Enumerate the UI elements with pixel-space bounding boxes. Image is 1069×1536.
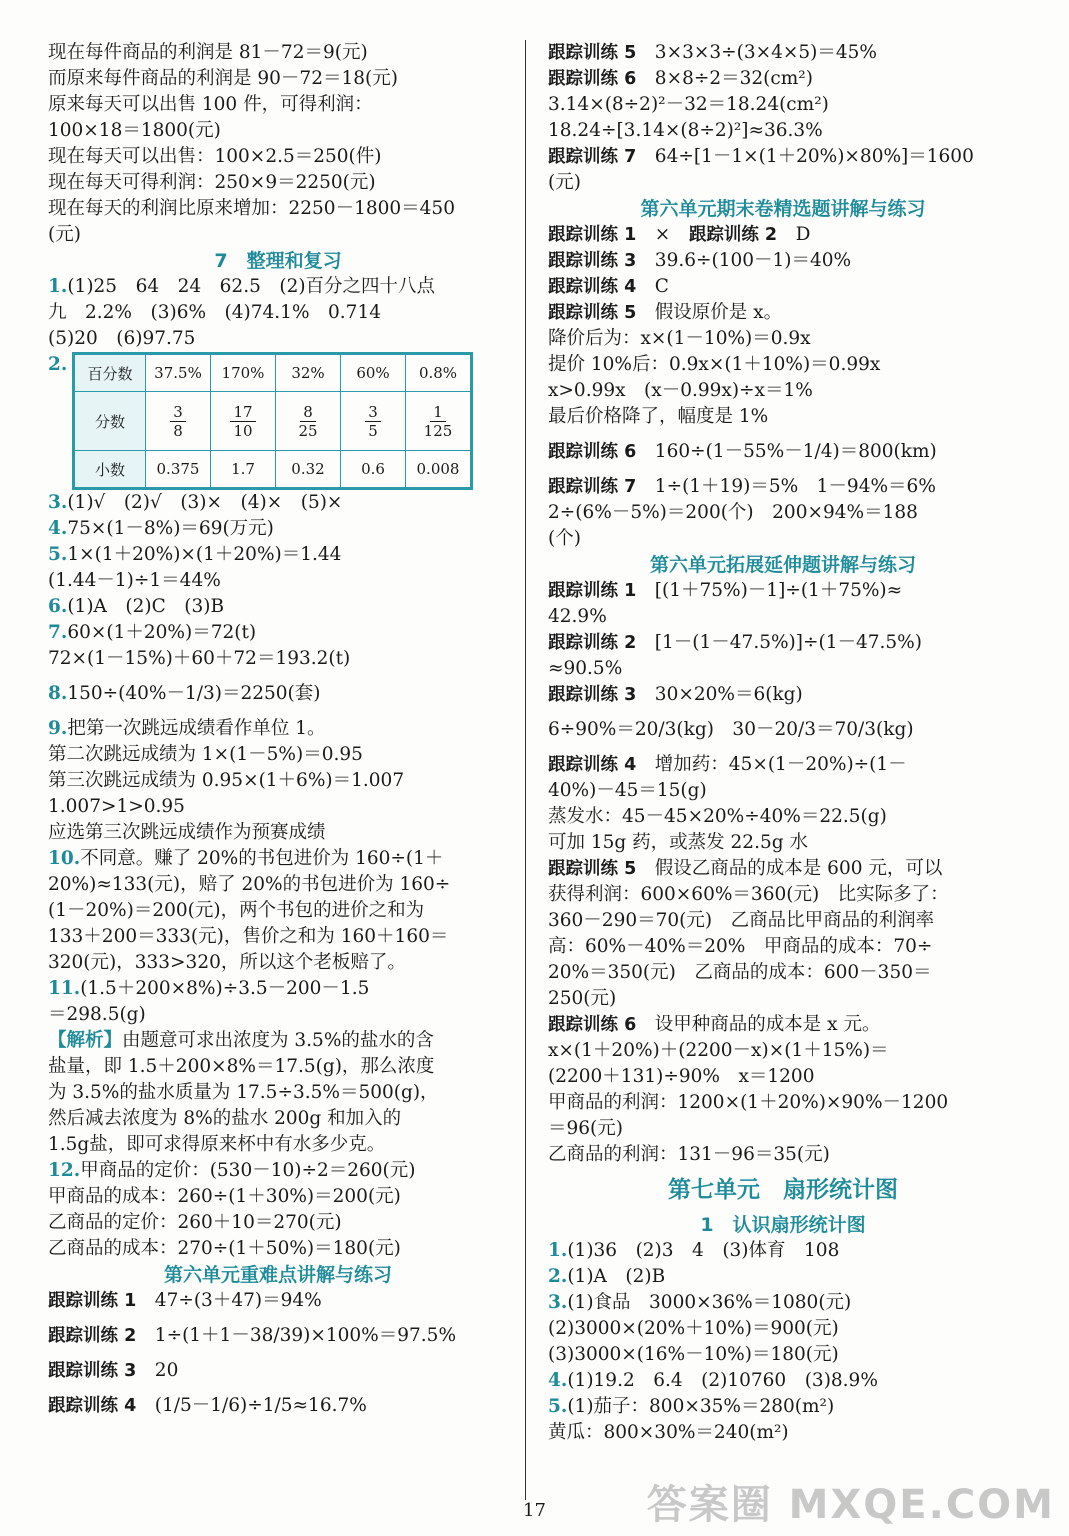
left-column: [48, 40, 508, 1428]
answer-text: 39.6÷(100－1)＝40%: [654, 250, 852, 271]
tracking-label: 跟踪训练: [48, 1396, 118, 1416]
tracking-number: 5: [618, 859, 637, 879]
tracking-number: 4: [618, 755, 637, 775]
answer-line: 2÷(6%－5%)＝200(个) 200×94%＝188: [548, 502, 918, 523]
answer-line: (元): [548, 172, 581, 193]
analysis-text: 由题意可求出浓度为 3.5%的盐水的含: [122, 1030, 434, 1051]
tracking-label: 跟踪训练: [548, 581, 618, 601]
text-line: 而原来每件商品的利润是 90－72＝18(元): [48, 68, 398, 89]
answer-text: 1×(1＋20%)×(1＋20%)＝1.44: [67, 544, 342, 565]
tracking-number: 4: [618, 277, 637, 297]
answer-text: 设甲种商品的成本是 x 元。: [654, 1014, 881, 1035]
analysis-line: 为 3.5%的盐水质量为 17.5÷3.5%＝500(g)，: [48, 1082, 439, 1103]
tracking-number: 5: [618, 303, 637, 323]
answer-line: [548, 1264, 1018, 1290]
answer-line: x>0.99x (x－0.99x)÷x＝1%: [548, 380, 813, 401]
tracking-label: 跟踪训练: [548, 43, 618, 63]
answer-text: (1)36 (2)3 4 (3)体育 108: [567, 1240, 840, 1261]
table-cell: 37.5%: [146, 354, 211, 392]
text-line: (元): [48, 224, 81, 245]
table-cell: 0.008: [406, 451, 472, 489]
analysis-tag: 【解析】: [48, 1030, 123, 1051]
item-number: 11.: [48, 978, 81, 999]
tracking-line: [48, 1358, 508, 1384]
tracking-number: 2: [118, 1326, 137, 1346]
answer-line: 黄瓜：800×30%＝240(m²): [548, 1422, 789, 1443]
answer-text: (1)A (2)C (3)B: [67, 596, 225, 617]
answer-line: [48, 1158, 508, 1184]
section-heading: 第六单元重难点讲解与练习: [163, 1264, 392, 1286]
section-heading: 第六单元拓展延伸题讲解与练习: [649, 554, 916, 576]
answer-text: 增加药：45×(1－20%)÷(1－: [654, 754, 907, 775]
section-heading: 第六单元期末卷精选题讲解与练习: [640, 198, 926, 220]
item-number: 4.: [548, 1370, 568, 1391]
tracking-number: 7: [618, 147, 637, 167]
table-cell: 0.375: [146, 451, 211, 489]
answer-line: 72×(1－15%)＋60＋72＝193.2(t): [48, 648, 351, 669]
tracking-label: 跟踪训练: [688, 225, 759, 245]
tracking-number: 5: [618, 43, 637, 63]
answer-text: 1÷(1＋19)＝5% 1－94%＝6%: [654, 476, 936, 497]
item-number: 7.: [48, 622, 68, 643]
text-line: 现在每天可得利润：250×9＝2250(元): [48, 172, 376, 193]
answer-text: (1)25 64 24 62.5 (2)百分之四十八点: [67, 276, 436, 297]
item-number: 6.: [48, 596, 68, 617]
answer-text: 1÷(1＋1－38/39)×100%＝97.5%: [154, 1325, 457, 1346]
unit-heading: 第七单元 扇形统计图: [668, 1177, 898, 1203]
table-cell: 170%: [211, 354, 276, 392]
conversion-table: [72, 352, 473, 490]
answer-line: 250(元): [548, 988, 617, 1009]
answer-line: 甲商品的利润：1200×(1＋20%)×90%－1200: [548, 1092, 949, 1113]
answer-line: 133＋200＝333(元)，售价之和为 160＋160＝: [48, 926, 449, 947]
item-number: 2.: [48, 354, 68, 375]
answer-line: ＝96(元): [548, 1118, 623, 1139]
answer-text: 不同意。赚了 20%的书包进价为 160÷(1＋: [80, 848, 444, 869]
table-cell: [341, 392, 406, 451]
answer-line: ≈90.5%: [548, 658, 623, 679]
tracking-line: [548, 630, 1018, 656]
answer-text: (1)食品 3000×36%＝1080(元): [567, 1292, 852, 1313]
tracking-line: [48, 1314, 508, 1358]
answer-text: C: [654, 276, 669, 297]
section-heading: 7 整理和复习: [214, 250, 342, 272]
tracking-number: 1: [618, 581, 637, 601]
tracking-line: [548, 300, 1018, 326]
text-line: 100×18＝1800(元): [48, 120, 221, 141]
answer-line: x×(1＋20%)＋(2200－x)×(1＋15%)＝: [548, 1040, 889, 1061]
answer-text: 20: [154, 1360, 179, 1381]
answer-line: (1.44－1)÷1＝44%: [48, 570, 221, 591]
tracking-label: 跟踪训练: [548, 442, 618, 462]
answer-text: 60×(1＋20%)＝72(t): [67, 622, 257, 643]
answer-line: 甲商品的成本：260÷(1＋30%)＝200(元): [48, 1186, 401, 1207]
answer-line: (5)20 (6)97.75: [48, 328, 196, 349]
denominator: 25: [298, 421, 318, 440]
answer-line: [48, 274, 508, 300]
watermark-logo: 答案圈 MXQE.COM: [646, 1482, 1055, 1528]
tracking-number: 2: [758, 225, 778, 245]
tracking-number: 3: [118, 1361, 137, 1381]
answer-line: 42.9%: [548, 606, 607, 627]
table-cell: [211, 392, 276, 451]
tracking-number: 6: [618, 1015, 637, 1035]
table-header: 百分数: [74, 354, 146, 392]
answer-text: 甲商品的定价：(530－10)÷2＝260(元): [80, 1160, 416, 1181]
tracking-line: [548, 682, 1018, 708]
tracking-label: 跟踪训练: [548, 277, 618, 297]
table-cell: 0.6: [341, 451, 406, 489]
numerator: 1: [430, 403, 446, 422]
answer-line: [48, 846, 508, 872]
answer-line: 320(元)，333>320，所以这个老板赔了。: [48, 952, 406, 973]
answer-text: [(1＋75%)－1]÷(1＋75%)≈: [654, 580, 903, 601]
answer-text: (1)茄子：800×35%＝280(m²): [567, 1396, 835, 1417]
answer-line: [548, 1238, 1018, 1264]
answer-text: (1)19.2 6.4 (2)10760 (3)8.9%: [567, 1370, 878, 1391]
answer-text: 150÷(40%－1/3)＝2250(套): [67, 683, 321, 704]
analysis-line: 1.5g盐，即可求得原来杯中有水多少克。: [48, 1134, 386, 1155]
table-cell: [276, 392, 341, 451]
item-number: 10.: [48, 848, 81, 869]
text-line: 现在每天可以出售：100×2.5＝250(件): [48, 146, 382, 167]
table-cell: 0.8%: [406, 354, 472, 392]
numerator: 8: [300, 403, 316, 422]
answer-line: [548, 1290, 1018, 1316]
answer-line: [48, 672, 508, 716]
tracking-label: 跟踪训练: [548, 755, 618, 775]
item-number: 3.: [548, 1292, 568, 1313]
tracking-line: [548, 274, 1018, 300]
tracking-line: [548, 578, 1018, 604]
table-cell: [406, 392, 472, 451]
answer-text: 30×20%＝6(kg): [654, 684, 803, 705]
fraction: [170, 403, 186, 440]
tracking-label: 跟踪训练: [548, 69, 618, 89]
answer-text: 3×3×3÷(3×4×5)＝45%: [654, 42, 877, 63]
answer-line: 提价 10%后：0.9x×(1＋10%)＝0.99x: [548, 354, 881, 375]
section-heading: 1 认识扇形统计图: [700, 1214, 866, 1236]
conversion-table-block: [48, 352, 508, 490]
analysis-line: [48, 1028, 508, 1054]
tracking-line: [48, 1288, 508, 1314]
denominator: 125: [423, 421, 453, 440]
answer-text: 假设乙商品的成本是 600 元，可以: [654, 858, 943, 879]
tracking-line: [548, 66, 1018, 92]
answer-line: (个): [548, 528, 581, 549]
item-number: 8.: [48, 683, 68, 704]
denominator: 10: [233, 421, 253, 440]
answer-text: 75×(1－8%)＝69(万元): [67, 518, 274, 539]
tracking-label: 跟踪训练: [548, 477, 618, 497]
answer-line: [48, 542, 508, 568]
tracking-number: 3: [618, 251, 637, 271]
tracking-line: [548, 430, 1018, 474]
table-header: 小数: [74, 451, 146, 489]
answer-text: D: [795, 224, 811, 245]
answer-text: 8×8÷2＝32(cm²): [654, 68, 813, 89]
analysis-line: 盐量，即 1.5＋200×8%＝17.5(g)，那么浓度: [48, 1056, 435, 1077]
fraction: [365, 403, 381, 440]
tracking-label: 跟踪训练: [548, 1015, 618, 1035]
text-line: 现在每件商品的利润是 81－72＝9(元): [48, 42, 368, 63]
numerator: 3: [365, 403, 381, 422]
tracking-line: [548, 144, 1018, 170]
answer-line: 40%)－45＝15(g): [548, 780, 707, 801]
tracking-number: 1: [618, 225, 637, 245]
column-divider: [525, 40, 526, 1500]
tracking-line: [548, 1012, 1018, 1038]
table-header: 分数: [74, 392, 146, 451]
answer-line: 第二次跳远成绩为 1×(1－5%)＝0.95: [48, 744, 363, 765]
answer-line: 第三次跳远成绩为 0.95×(1＋6%)＝1.007: [48, 770, 405, 791]
item-number: 9.: [48, 718, 68, 739]
answer-line: 乙商品的利润：131－96＝35(元): [548, 1144, 830, 1165]
answer-line: 20%)≈133(元)，赔了 20%的书包进价为 160÷: [48, 874, 451, 895]
tracking-label: 跟踪训练: [548, 225, 618, 245]
table-cell: 1.7: [211, 451, 276, 489]
tracking-line: [548, 40, 1018, 66]
text-line: 原来每天可以出售 100 件，可得利润：: [48, 94, 373, 115]
answer-line: [48, 620, 508, 646]
tracking-line: [48, 1384, 508, 1428]
answer-line: ＝298.5(g): [48, 1004, 146, 1025]
denominator: 5: [368, 421, 378, 440]
answer-line: 6÷90%＝20/3(kg) 30－20/3＝70/3(kg): [548, 719, 914, 740]
answer-text: (1)√ (2)√ (3)× (4)× (5)×: [67, 492, 343, 513]
analysis-line: 然后减去浓度为 8%的盐水 200g 和加入的: [48, 1108, 402, 1129]
answer-line: 获得利润：600×60%＝360(元) 比实际多了：: [548, 884, 949, 905]
tracking-number: 3: [618, 685, 637, 705]
tracking-label: 跟踪训练: [548, 147, 618, 167]
tracking-line: [548, 752, 1018, 778]
answer-line: [48, 976, 508, 1002]
table-row: [74, 392, 472, 451]
denominator: 8: [173, 421, 183, 440]
answer-line: [48, 490, 508, 516]
answer-line: [48, 594, 508, 620]
item-number: 12.: [48, 1160, 81, 1181]
answer-line: 乙商品的定价：260＋10＝270(元): [48, 1212, 342, 1233]
answer-line: 高：60%－40%＝20% 甲商品的成本：70÷: [548, 936, 933, 957]
answer-line: 最后价格降了，幅度是 1%: [548, 406, 769, 427]
tracking-label: 跟踪训练: [548, 685, 618, 705]
item-number: 4.: [48, 518, 68, 539]
table-row: [74, 354, 472, 392]
item-number: 3.: [48, 492, 68, 513]
tracking-line: [548, 474, 1018, 500]
tracking-line: [548, 856, 1018, 882]
tracking-label: 跟踪训练: [548, 633, 618, 653]
answer-text: 64÷[1－1×(1＋20%)×80%]＝1600: [654, 146, 974, 167]
item-number: 1.: [48, 276, 68, 297]
answer-line: 360－290＝70(元) 乙商品比甲商品的利润率: [548, 910, 935, 931]
answer-text: (1.5＋200×8%)÷3.5－200－1.5: [80, 978, 370, 999]
tracking-number: 6: [618, 442, 637, 462]
table-cell: 60%: [341, 354, 406, 392]
answer-line: 九 2.2% (3)6% (4)74.1% 0.714: [48, 302, 381, 323]
table-cell: 32%: [276, 354, 341, 392]
fraction: [230, 403, 255, 440]
answer-text: [1－(1－47.5%)]÷(1－47.5%): [654, 632, 922, 653]
table-row: [74, 451, 472, 489]
answer-line: 降价后为：x×(1－10%)＝0.9x: [548, 328, 811, 349]
answer-text: 假设原价是 x。: [654, 302, 783, 323]
answer-text: 160÷(1－55%－1/4)＝800(km): [654, 441, 937, 462]
answer-line: (2200＋131)÷90% x＝1200: [548, 1066, 815, 1087]
right-column: [548, 40, 1018, 1446]
tracking-number: 4: [118, 1396, 137, 1416]
numerator: 17: [230, 403, 255, 422]
tracking-line: [548, 248, 1018, 274]
answer-line: (3)3000×(16%－10%)＝180(元): [548, 1344, 839, 1365]
table-cell: [146, 392, 211, 451]
tracking-label: 跟踪训练: [548, 303, 618, 323]
answer-text: 把第一次跳远成绩看作单位 1。: [67, 718, 326, 739]
item-number: 5.: [48, 544, 68, 565]
answer-line: (1－20%)＝200(元)，两个书包的进价之和为: [48, 900, 425, 921]
tracking-number: 1: [118, 1291, 137, 1311]
answer-text: ×: [654, 224, 671, 245]
answer-line: [48, 516, 508, 542]
answer-line: 可加 15g 药，或蒸发 22.5g 水: [548, 832, 808, 853]
item-number: 2.: [548, 1266, 568, 1287]
answer-line: [548, 1368, 1018, 1394]
answer-line: 18.24÷[3.14×(8÷2)²]≈36.3%: [548, 120, 823, 141]
answer-line: 蒸发水：45－45×20%÷40%＝22.5(g): [548, 806, 887, 827]
fraction: [424, 403, 453, 440]
table-cell: 0.32: [276, 451, 341, 489]
answer-line: 应选第三次跳远成绩作为预赛成绩: [48, 822, 326, 843]
tracking-number: 7: [618, 477, 637, 497]
tracking-number: 2: [618, 633, 637, 653]
tracking-label: 跟踪训练: [548, 859, 618, 879]
tracking-label: 跟踪训练: [48, 1361, 118, 1381]
text-line: 现在每天的利润比原来增加：2250－1800＝450: [48, 198, 455, 219]
fraction: [298, 403, 317, 440]
answer-line: 乙商品的成本：270÷(1＋50%)＝180(元): [48, 1238, 401, 1259]
item-number: 5.: [548, 1396, 568, 1417]
tracking-label: 跟踪训练: [48, 1291, 118, 1311]
answer-line: 20%＝350(元) 乙商品的成本：600－350＝: [548, 962, 932, 983]
answer-line: 3.14×(8÷2)²－32＝18.24(cm²): [548, 94, 829, 115]
answer-line: (2)3000×(20%＋10%)＝900(元): [548, 1318, 839, 1339]
tracking-label: 跟踪训练: [48, 1326, 118, 1346]
tracking-number: 6: [618, 69, 637, 89]
answer-text: 47÷(3＋47)＝94%: [154, 1290, 322, 1311]
answer-line: 1.007>1>0.95: [48, 796, 185, 817]
numerator: 3: [170, 403, 186, 422]
item-number: 1.: [548, 1240, 568, 1261]
answer-text: (1/5－1/6)÷1/5≈16.7%: [154, 1395, 367, 1416]
tracking-line: [548, 222, 1018, 248]
page-number: 17: [523, 1500, 546, 1521]
answer-line: [48, 716, 508, 742]
tracking-label: 跟踪训练: [548, 251, 618, 271]
answer-text: (1)A (2)B: [567, 1266, 666, 1287]
answer-line: [548, 1394, 1018, 1420]
